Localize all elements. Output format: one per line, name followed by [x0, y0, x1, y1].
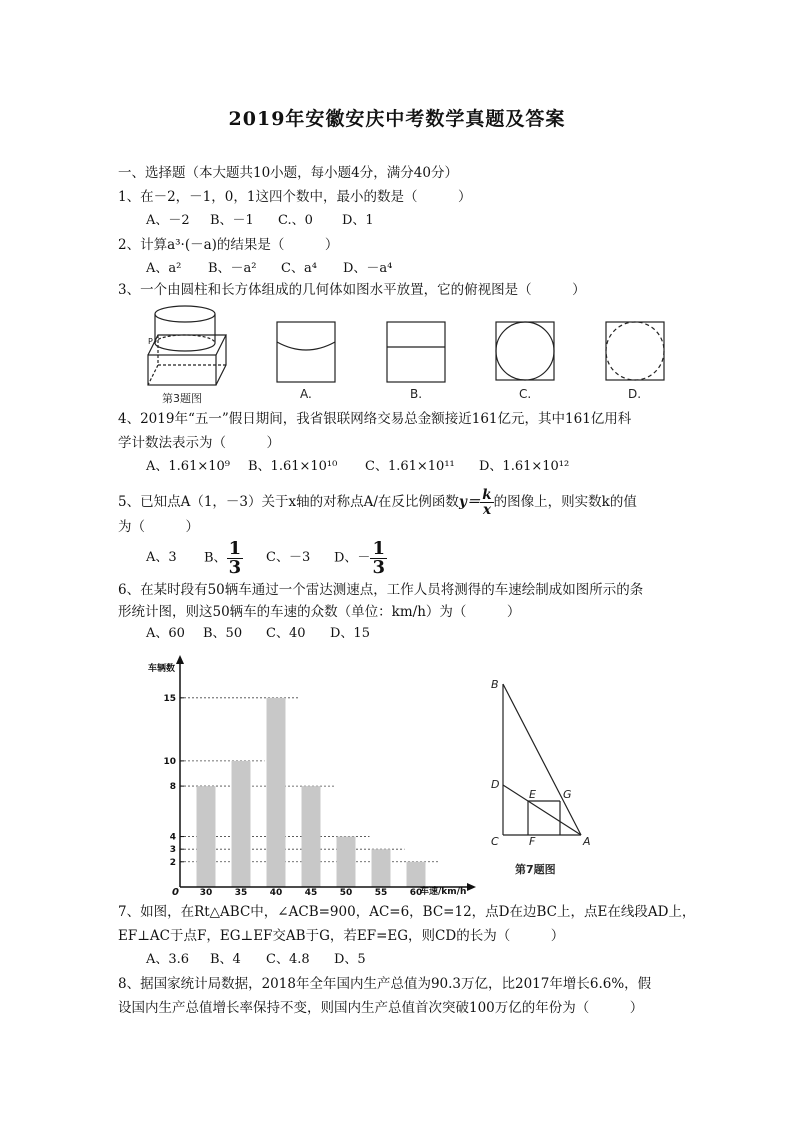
svg-text:P: P	[148, 337, 153, 346]
question-6-stem-line1: 6、在某时段有50辆车通过一个雷达测速点，工作人员将测得的车速绘制成如图所示的条	[118, 582, 644, 598]
q1-option-d: D、1	[342, 213, 374, 228]
chart-bar-55	[372, 849, 391, 887]
q6-option-c: C、40	[266, 626, 306, 641]
q5-option-d	[334, 540, 387, 577]
q5-option-a: A、3	[146, 550, 177, 565]
chart-bar-30	[197, 786, 216, 887]
q7-option-a: A、3.6	[146, 952, 190, 967]
question-3-stem: 3、一个由圆柱和长方体组成的几何体如图水平放置，它的俯视图是（ ）	[118, 282, 586, 298]
chart-x-tick-45: 45	[304, 888, 318, 898]
question-5-stem-line1	[118, 488, 637, 517]
chart-x-tick-60: 60	[409, 888, 423, 898]
chart-y-tick-3: 3	[169, 845, 176, 856]
label-c: C	[491, 835, 499, 848]
q4-option-d: D、1.61×10¹²	[479, 459, 570, 474]
q7-option-c: C、4.8	[266, 952, 310, 967]
chart-x-tick-55: 55	[374, 888, 388, 898]
chart-y-tick-labels	[163, 694, 184, 868]
question-5-stem-line2: 为（ ）	[118, 519, 199, 535]
q3-option-a-label: A.	[300, 387, 312, 401]
question-1-stem: 1、在－2，－1，0，1这四个数中，最小的数是（ ）	[118, 189, 472, 205]
q7-figure-caption: 第7题图	[515, 863, 556, 876]
q1-option-b: B、－1	[210, 213, 254, 228]
label-f: F	[529, 835, 536, 848]
chart-origin-label: 0	[172, 887, 179, 898]
q5-fraction-denominator: x	[482, 502, 491, 518]
q3-figure-caption: 第3题图	[162, 392, 202, 405]
q2-option-d: D、－a⁴	[343, 261, 393, 276]
q7-option-b: B、4	[210, 952, 241, 967]
q3-option-b-figure	[387, 322, 445, 382]
question-7-stem-line1: 7、如图，在Rt△ABC中，∠ACB=900，AC=6，BC=12，点D在边BC上，点E在线段AD上，	[118, 904, 696, 920]
q5-option-d-numerator: 1	[372, 538, 385, 559]
q6-option-b: B、50	[203, 626, 243, 641]
q2-option-b: B、－a²	[208, 261, 257, 276]
chart-bar-35	[232, 761, 251, 887]
q2-option-c: C、a⁴	[281, 261, 317, 276]
chart-y-tick-10: 10	[163, 756, 176, 767]
q3-solid-figure	[148, 306, 226, 385]
label-g: G	[563, 788, 572, 801]
chart-y-tick-15: 15	[163, 693, 176, 704]
chart-bar-40	[267, 698, 286, 887]
q5-stem-part1: 5、已知点A（1，－3）关于x轴的对称点A/在反比例函数	[118, 494, 459, 510]
chart-x-tick-35: 35	[234, 888, 248, 898]
q5-option-b-numerator: 1	[228, 538, 242, 559]
q3-option-c-figure	[496, 322, 554, 380]
question-4-stem-line2: 学计数法表示为（ ）	[118, 435, 280, 451]
chart-bars	[197, 698, 426, 887]
chart-y-axis-label: 车辆数	[148, 664, 176, 674]
q4-option-a: A、1.61×10⁹	[146, 459, 230, 474]
q6-option-d: D、15	[330, 626, 370, 641]
q5-fraction-k-over-x	[480, 488, 493, 517]
q2-option-a: A、a²	[146, 261, 182, 276]
q3-figures	[140, 300, 680, 410]
chart-bar-45	[302, 786, 321, 887]
chart-y-tick-2: 2	[169, 857, 176, 868]
q4-option-b: B、1.61×10¹⁰	[248, 459, 338, 474]
q5-option-b-label: B、	[204, 550, 227, 566]
q4-option-c: C、1.61×10¹¹	[365, 459, 455, 474]
chart-bar-50	[337, 837, 356, 887]
q5-fraction-numerator: k	[482, 487, 492, 503]
q5-y-equals: y＝	[458, 494, 481, 510]
label-e: E	[529, 788, 536, 801]
label-b: B	[491, 678, 499, 691]
page-title: 2019年安徽安庆中考数学真题及答案	[228, 108, 566, 130]
q3-option-a-figure	[277, 322, 335, 382]
question-8-stem-line2: 设国内生产总值增长率保持不变，则国内生产总值首次突破100万亿的年份为（ ）	[118, 1000, 644, 1016]
q5-option-d-denominator: 3	[372, 557, 385, 578]
q5-option-b	[204, 540, 243, 577]
q5-option-c: C、－3	[266, 550, 311, 565]
question-4-stem-line1: 4、2019年“五一”假日期间，我省银联网络交易总金额接近161亿元，其中161亿用科	[118, 411, 632, 427]
q6-option-a: A、60	[146, 626, 185, 641]
chart-x-tick-40: 40	[269, 888, 283, 898]
label-d: D	[491, 778, 500, 791]
question-7-stem-line2: EF⊥AC于点F，EG⊥EF交AB于G，若EF=EG，则CD的长为（ ）	[118, 928, 565, 944]
question-2-stem: 2、计算a³·(－a)的结果是（ ）	[118, 237, 339, 253]
q5-stem-part2: 的图像上，则实数k的值	[493, 494, 637, 510]
q5-option-d-fraction	[370, 540, 387, 577]
q1-option-c: C.、0	[278, 213, 313, 228]
chart-bar-60	[407, 862, 426, 887]
q3-option-c-label: C.	[519, 387, 532, 401]
chart-y-tick-4: 4	[169, 832, 176, 843]
q1-option-a: A、－2	[146, 213, 190, 228]
q5-option-b-fraction	[227, 540, 244, 577]
q7-triangle-figure	[485, 668, 610, 883]
chart-y-axis-arrow	[176, 655, 184, 664]
chart-x-tick-30: 30	[199, 888, 213, 898]
speed-bar-chart	[130, 655, 480, 900]
section-heading: 一、选择题（本大题共10小题，每小题4分，满分40分）	[118, 165, 458, 181]
chart-x-axis-label: 车速/km/h	[420, 887, 467, 897]
q5-option-b-denominator: 3	[228, 557, 242, 578]
chart-x-axis-arrow	[467, 883, 476, 891]
q3-option-d-figure	[606, 322, 664, 380]
q3-option-d-label: D.	[628, 387, 642, 401]
chart-y-tick-8: 8	[169, 782, 176, 793]
chart-x-tick-labels	[200, 888, 423, 898]
chart-x-tick-50: 50	[339, 888, 353, 898]
label-a: A	[583, 835, 591, 848]
question-6-stem-line2: 形统计图，则这50辆车的车速的众数（单位：km/h）为（ ）	[118, 604, 521, 620]
q3-option-b-label: B.	[410, 387, 423, 401]
q7-option-d: D、5	[334, 952, 366, 967]
question-8-stem-line1: 8、据国家统计局数据，2018年全年国内生产总值为90.3万亿，比2017年增长6.6%，假	[118, 976, 652, 992]
q5-option-d-label: D、－	[334, 550, 371, 566]
side-ba	[503, 684, 581, 835]
